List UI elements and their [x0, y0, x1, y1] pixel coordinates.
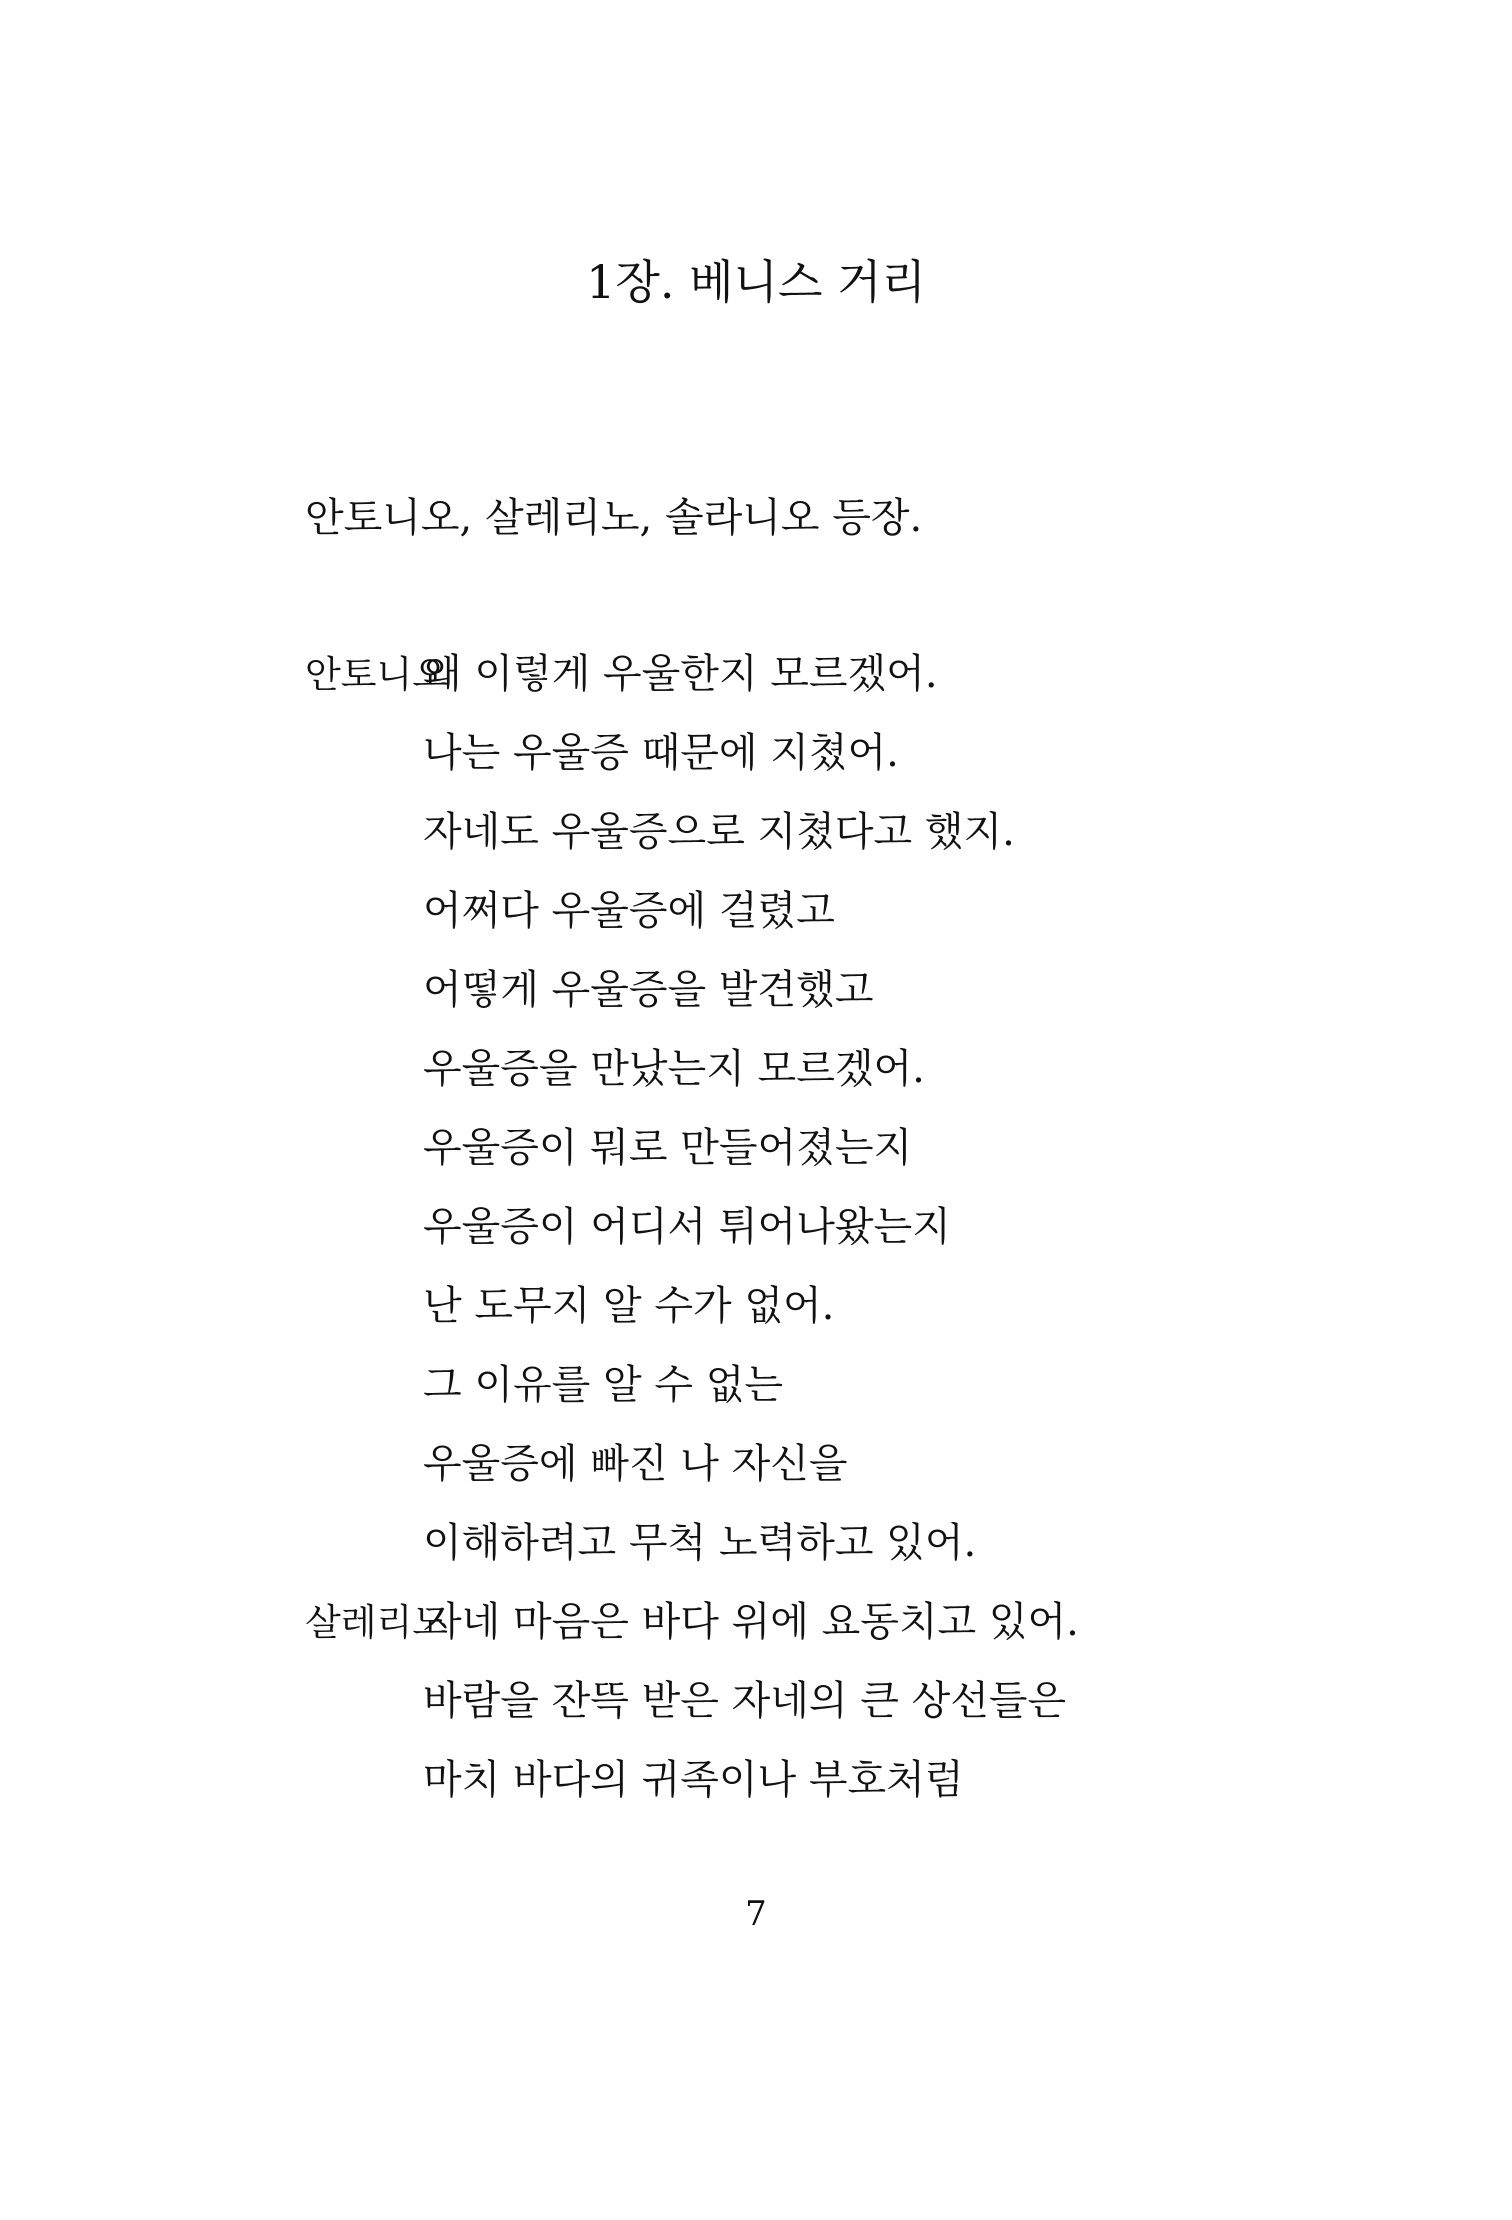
line-text: 우울증이 어디서 튀어나왔는지: [423, 1204, 951, 1250]
line-text: 어떻게 우울증을 발견했고: [423, 967, 874, 1013]
dialogue-line: [305, 1041, 1405, 1120]
dialogue-line: [305, 1120, 1405, 1199]
line-text: 어쩌다 우울증에 걸렸고: [423, 888, 835, 934]
line-text: 우울증에 빠진 나 자신을: [423, 1441, 848, 1487]
dialogue-line: [305, 1199, 1405, 1278]
dialogue-line: [305, 804, 1405, 883]
line-text: 우울증을 만났는지 모르겠어.: [423, 1046, 925, 1092]
dialogue-line: [305, 1357, 1405, 1436]
page-number: 7: [745, 1894, 767, 1934]
dialogue-line: [305, 646, 1405, 725]
speaker-name: 안토니오: [305, 653, 448, 696]
line-text: 마치 바다의 귀족이나 부호처럼: [423, 1757, 964, 1803]
dialogue-line: [305, 725, 1405, 804]
line-text: 바람을 잔뜩 받은 자네의 큰 상선들은: [423, 1678, 1067, 1724]
line-text: 이해하려고 무척 노력하고 있어.: [423, 1520, 977, 1566]
line-text: 자네 마음은 바다 위에 요동치고 있어.: [423, 1599, 1079, 1645]
dialogue-line: [305, 962, 1405, 1041]
speaker-name: 살레리노: [305, 1601, 448, 1644]
dialogue-line: [305, 1594, 1405, 1673]
dialogue-line: [305, 1673, 1405, 1752]
line-text: 나는 우울증 때문에 지쳤어.: [423, 730, 899, 776]
dialogue-line: [305, 1278, 1405, 1357]
dialogue-block: [305, 646, 1405, 1831]
dialogue-line: [305, 883, 1405, 962]
dialogue-line: [305, 1515, 1405, 1594]
stage-direction: 안토니오, 살레리노, 솔라니오 등장.: [305, 495, 923, 541]
line-text: 우울증이 뭐로 만들어졌는지: [423, 1125, 913, 1171]
line-text: 난 도무지 알 수가 없어.: [423, 1283, 835, 1329]
line-text: 왜 이렇게 우울한지 모르겠어.: [423, 651, 938, 697]
dialogue-line: [305, 1436, 1405, 1515]
dialogue-line: [305, 1752, 1405, 1831]
chapter-title: 1장. 베니스 거리: [586, 255, 926, 309]
line-text: 그 이유를 알 수 없는: [423, 1362, 783, 1408]
line-text: 자네도 우울증으로 지쳤다고 했지.: [423, 809, 1015, 855]
